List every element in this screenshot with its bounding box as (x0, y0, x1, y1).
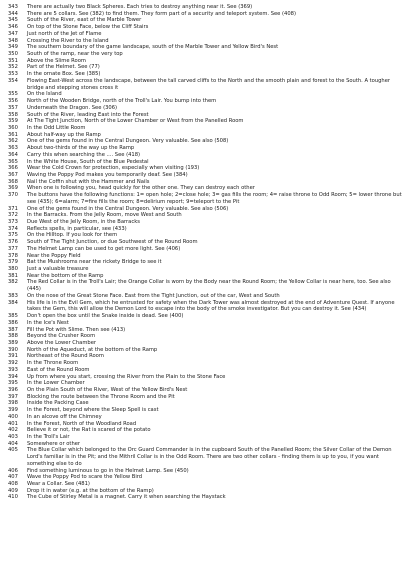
clue-number: 372 (8, 212, 18, 219)
clue-text: The Helmet Lamp can be used to get more light. See (406) (27, 245, 181, 252)
clue-entry (8, 132, 402, 139)
clue-entry (8, 172, 402, 179)
clue-text: Bat the Mushrooms near the rickety Bridge to see it (27, 259, 162, 266)
clue-number: 358 (8, 111, 18, 118)
clue-number: 381 (8, 272, 18, 279)
clue-number: 373 (8, 219, 18, 225)
clue-text: When one is following you, head quickly for the other one. They can destroy each other (27, 185, 255, 192)
clue-entry (8, 488, 402, 495)
clue-text: The Cube of Stirley Metal is a magnet. Carry it when searching the Haystack (27, 494, 226, 501)
clue-number: 374 (8, 225, 18, 232)
clue-entry (8, 347, 402, 354)
clue-number: 395 (8, 380, 18, 387)
clue-number: 389 (8, 339, 18, 346)
clue-text: The Blue Collar which belonged to the Orc Guard Commander is in the cupboard South of the Panelled Room; the Silver Collar of the Demon Lord's familiar is in the Pit; and the Mithril Collar is in the Odd Room. There are two other collars - finding them is up to you, if you want something else to do (27, 447, 392, 467)
clue-text: About two-thirds of the way up the Ramp (27, 145, 135, 152)
clue-entry (8, 219, 402, 226)
clue-text: Waving the Poppy Pod makes you temporarily deaf. See (384) (27, 171, 188, 178)
clue-number: 401 (8, 420, 18, 427)
clue-entry (8, 91, 402, 98)
clue-entry (8, 145, 402, 152)
clue-number: 366 (8, 165, 18, 172)
clue-number: 391 (8, 353, 18, 360)
clue-text: On the Plain South of the River, West of the Yellow Bird's Nest (27, 386, 188, 393)
clue-entry (8, 293, 402, 300)
clue-text: Near the bottom of the Ramp (27, 272, 104, 279)
clue-entry (8, 273, 402, 280)
clue-number: 398 (8, 400, 18, 407)
clue-number: 396 (8, 386, 18, 393)
clue-text: His life is in the Evil Gem, which he entrusted for safety when the Dark Tower was almost destroyed at the end of Adventure Quest. If anyone takes the Gem, this will allow the Demon Lord to escape into the body of the smoke investigator. But you can destroy it. See (434) (27, 299, 395, 313)
clue-entry (8, 447, 402, 467)
clue-text: Nail the Coffin shut with the Hammer and Nails (27, 178, 150, 185)
clue-entry (8, 4, 402, 11)
clue-entry (8, 353, 402, 360)
clue-text: North of the Aqueduct, at the bottom of the Ramp (27, 346, 158, 353)
clue-number: 347 (8, 30, 18, 37)
clue-entry (8, 407, 402, 414)
clue-number: 387 (8, 326, 18, 333)
clue-text: Blocking the route between the Throne Room and the Pit (27, 393, 175, 400)
clue-text: In an alcove off the Chimney (27, 413, 102, 420)
clue-number: 405 (8, 447, 18, 454)
clue-entry (8, 367, 402, 374)
clue-number: 384 (8, 299, 18, 306)
clue-text: In the Lower Chamber (27, 380, 85, 387)
clue-text: In the ornate Box. See (385) (27, 71, 101, 78)
clue-entry (8, 185, 402, 192)
clue-text: Inside the Packing Case (27, 400, 89, 407)
clue-number: 370 (8, 192, 18, 199)
clue-number: 344 (8, 10, 18, 17)
clue-number: 400 (8, 413, 18, 420)
clue-entry (8, 71, 402, 78)
clue-text: Find something luminous to go in the Helmet Lamp. See (450) (27, 467, 189, 474)
clue-entry (8, 159, 402, 166)
clue-entry (8, 414, 402, 421)
clue-number: 407 (8, 474, 18, 481)
clue-entry (8, 259, 402, 266)
clue-entry (8, 481, 402, 488)
clue-number: 382 (8, 279, 18, 286)
clue-entry (8, 179, 402, 186)
clue-text: The southern boundary of the game landscape, south of the Marble Tower and Yellow Bird's Nest (27, 44, 279, 51)
clue-entry (8, 421, 402, 428)
clue-number: 345 (8, 17, 18, 24)
clue-number: 397 (8, 393, 18, 400)
clue-entry (8, 138, 402, 145)
clue-entry (8, 360, 402, 367)
clue-number: 393 (8, 366, 18, 373)
clue-entry (8, 300, 402, 313)
clue-number: 394 (8, 373, 18, 380)
clue-entry (8, 105, 402, 112)
clue-text: Reflects spells, in particular, see (433) (27, 225, 127, 232)
clue-text: South of The Tight Junction, or due Southwest of the Round Room (27, 239, 198, 246)
clue-number: 351 (8, 57, 18, 64)
clue-text: Wave the Poppy Pod to scare the Yellow Bird (27, 474, 143, 481)
clue-text: Underneath the Dragon. See (306) (27, 104, 118, 111)
clue-text: On top of the Stone Face, below the Cliff Stairs (27, 24, 149, 31)
clue-number: 364 (8, 151, 18, 158)
clue-text: North of the Wooden Bridge, north of the Troll's Lair. You bump into them (27, 98, 217, 105)
clue-number: 385 (8, 313, 18, 320)
clue-number: 386 (8, 319, 18, 326)
clue-number: 354 (8, 77, 18, 84)
clue-entry (8, 441, 402, 448)
clue-text: Fill the Pot with Slime. Then see (413) (27, 326, 126, 333)
clue-entry (8, 394, 402, 401)
clue-number: 369 (8, 185, 18, 192)
clue-entry (8, 333, 402, 340)
clue-text: On the Island (27, 91, 62, 98)
clue-number: 408 (8, 481, 18, 488)
clue-entry (8, 192, 402, 205)
clue-number: 383 (8, 292, 18, 299)
clue-text: Above the Lower Chamber (27, 339, 97, 346)
clue-entry (8, 24, 402, 31)
clue-number: 350 (8, 51, 18, 58)
clue-entry (8, 253, 402, 260)
clue-number: 403 (8, 434, 18, 440)
clue-text: There are 5 collars. See (382) to find them. They form part of a security and teleport system. See (408) (27, 10, 296, 17)
clue-number: 390 (8, 346, 18, 353)
clue-text: Northeast of the Round Room (27, 353, 104, 360)
clue-text: In the Throne Room (27, 360, 79, 367)
clue-text: South of the River, east of the Marble Tower (27, 17, 142, 24)
clue-entry (8, 226, 402, 233)
clue-entry (8, 387, 402, 394)
clue-text: Carry this when searching the .... See (418) (27, 151, 141, 158)
clue-text: Believe it or not, the Rat is scared of the potato (27, 427, 151, 434)
clue-text: In the Forest, beyond where the Sleep Spell is cast (27, 407, 159, 414)
clue-entry (8, 31, 402, 38)
clue-text: Somewhere or other (27, 440, 81, 447)
clue-number: 371 (8, 205, 18, 212)
clue-number: 402 (8, 427, 18, 434)
clue-text: One of the gems found in the Central Dungeon. Very valuable. See also (508) (27, 138, 229, 145)
clue-entry (8, 468, 402, 475)
clue-number: 376 (8, 239, 18, 246)
clue-entry (8, 400, 402, 407)
clue-text: In the Forest, North of the Woodland Road (27, 420, 137, 427)
clue-text: About half-way up the Ramp (27, 131, 101, 138)
clue-entry (8, 266, 402, 273)
clue-text: One of the gems found in the Central Dungeon. Very valuable. See also (506) (27, 205, 229, 212)
clue-number: 410 (8, 494, 18, 501)
clue-number: 375 (8, 232, 18, 239)
clue-number: 349 (8, 44, 18, 51)
clue-entry (8, 125, 402, 132)
clue-number: 363 (8, 145, 18, 152)
clue-entry (8, 313, 402, 320)
clue-number: 406 (8, 467, 18, 474)
clue-number: 388 (8, 333, 18, 340)
clue-entry (8, 327, 402, 334)
clue-entry (8, 98, 402, 105)
clue-entry (8, 320, 402, 327)
clue-entry (8, 11, 402, 18)
clue-number: 353 (8, 71, 18, 78)
clue-entry (8, 434, 402, 441)
clue-text: South of the River, leading East into the Forest (27, 111, 149, 118)
clue-entry (8, 51, 402, 58)
clue-entry (8, 58, 402, 65)
clue-entry (8, 206, 402, 213)
clue-text: In the White House, South of the Blue Pedestal (27, 158, 149, 165)
clue-text: Flowing East-West across the landscape, between the tall carved cliffs to the North and the smooth plain and forest to the South. A tougher bridge and stepping stones cross it (27, 77, 391, 91)
clue-number: 379 (8, 259, 18, 266)
clue-number: 356 (8, 98, 18, 105)
clue-text: There are actually two Black Spheres. Each tries to destroy anything near it. See (369) (27, 4, 253, 10)
clue-entry (8, 212, 402, 219)
clue-entry (8, 38, 402, 45)
clue-text: The Red Collar is in the Troll's Lair; the Orange Collar is worn by the Body near the Round Room; the Yellow Collar is near here, too. See also (445) (27, 279, 391, 293)
clue-text: Don't open the box until the Snake inside is dead. See (400) (27, 313, 184, 320)
clue-entry (8, 474, 402, 481)
clue-entry (8, 232, 402, 239)
clue-number: 357 (8, 104, 18, 111)
clue-number: 409 (8, 487, 18, 494)
clue-entry (8, 340, 402, 347)
clue-text: Wear a Collar. See (481) (27, 481, 90, 488)
clue-number: 359 (8, 118, 18, 125)
clue-entry (8, 112, 402, 119)
clue-number: 362 (8, 138, 18, 145)
clue-entry (8, 152, 402, 159)
clue-text: In the Barracks. From the Jelly Room, move West and South (27, 212, 182, 219)
clue-text: Part of the Helmet. See (77) (27, 64, 100, 71)
clue-entry (8, 246, 402, 253)
clue-number: 346 (8, 24, 18, 31)
clue-number: 367 (8, 171, 18, 178)
clue-entry (8, 494, 402, 501)
clue-number: 399 (8, 407, 18, 414)
clue-entry (8, 279, 402, 292)
clue-text: Near the Poppy Field (27, 252, 81, 259)
clue-number: 348 (8, 37, 18, 44)
clue-text: Above the Slime Room (27, 57, 86, 64)
clue-number: 378 (8, 252, 18, 259)
clue-number: 361 (8, 131, 18, 138)
clue-text: In the Troll's Lair (27, 434, 70, 440)
clue-number: 365 (8, 158, 18, 165)
clue-number: 352 (8, 64, 18, 71)
clue-entry (8, 118, 402, 125)
clue-text: Wear the Cold Crown for protection, especially when visiting (193) (27, 165, 200, 172)
clue-entry (8, 380, 402, 387)
clue-text: At The Tight Junction, North of the Lower Chamber or West from the Panelled Room (27, 118, 244, 125)
clue-entry (8, 44, 402, 51)
clue-entry (8, 64, 402, 71)
clue-text: Up from where you start, crossing the River from the Plain to the Stone Face (27, 373, 226, 380)
clue-text: Just north of the Jet of Flame (27, 30, 102, 37)
clue-number: 404 (8, 440, 18, 447)
clue-text: Crossing the River to the Island (27, 37, 109, 44)
clue-number: 392 (8, 360, 18, 367)
clue-number: 343 (8, 4, 18, 10)
clue-text: On the Hilltop. If you look for them (27, 232, 118, 239)
clue-text: In the Odd Little Room (27, 124, 86, 131)
clue-entry (8, 78, 402, 91)
clue-text: The buttons have the following functions: 1= open hole; 2=close hole; 3= gas fills the room; 4= raise throne to Odd Room; 5= lower throne but see (435); 6=alarm; 7=fire fills the room; 8=delirium report; 9=teleport to the Pit (27, 192, 402, 205)
clue-text: Due West of the Jelly Room, in the Barracks (27, 219, 140, 225)
clue-entry (8, 374, 402, 381)
clue-text: Just a valuable treasure (27, 266, 89, 273)
clue-text: Drop it in water (e.g. at the bottom of the Ramp) (27, 487, 154, 494)
clue-entry (8, 239, 402, 246)
clue-entry (8, 17, 402, 24)
clue-text: In the Ice's Nest (27, 319, 69, 326)
clue-number: 355 (8, 91, 18, 98)
clue-text: South of the ramp, near the very top (27, 51, 123, 58)
clue-entry (8, 165, 402, 172)
clue-number: 380 (8, 266, 18, 273)
clue-text: On the nose of the Great Stone Face. East from the Tight Junction, out of the car, West and South (27, 292, 280, 299)
clue-text: East of the Round Room (27, 366, 90, 373)
clue-number: 360 (8, 124, 18, 131)
clue-text: Beyond the Crusher Room (27, 333, 96, 340)
clue-entry (8, 427, 402, 434)
clue-number: 377 (8, 245, 18, 252)
clue-number: 368 (8, 178, 18, 185)
